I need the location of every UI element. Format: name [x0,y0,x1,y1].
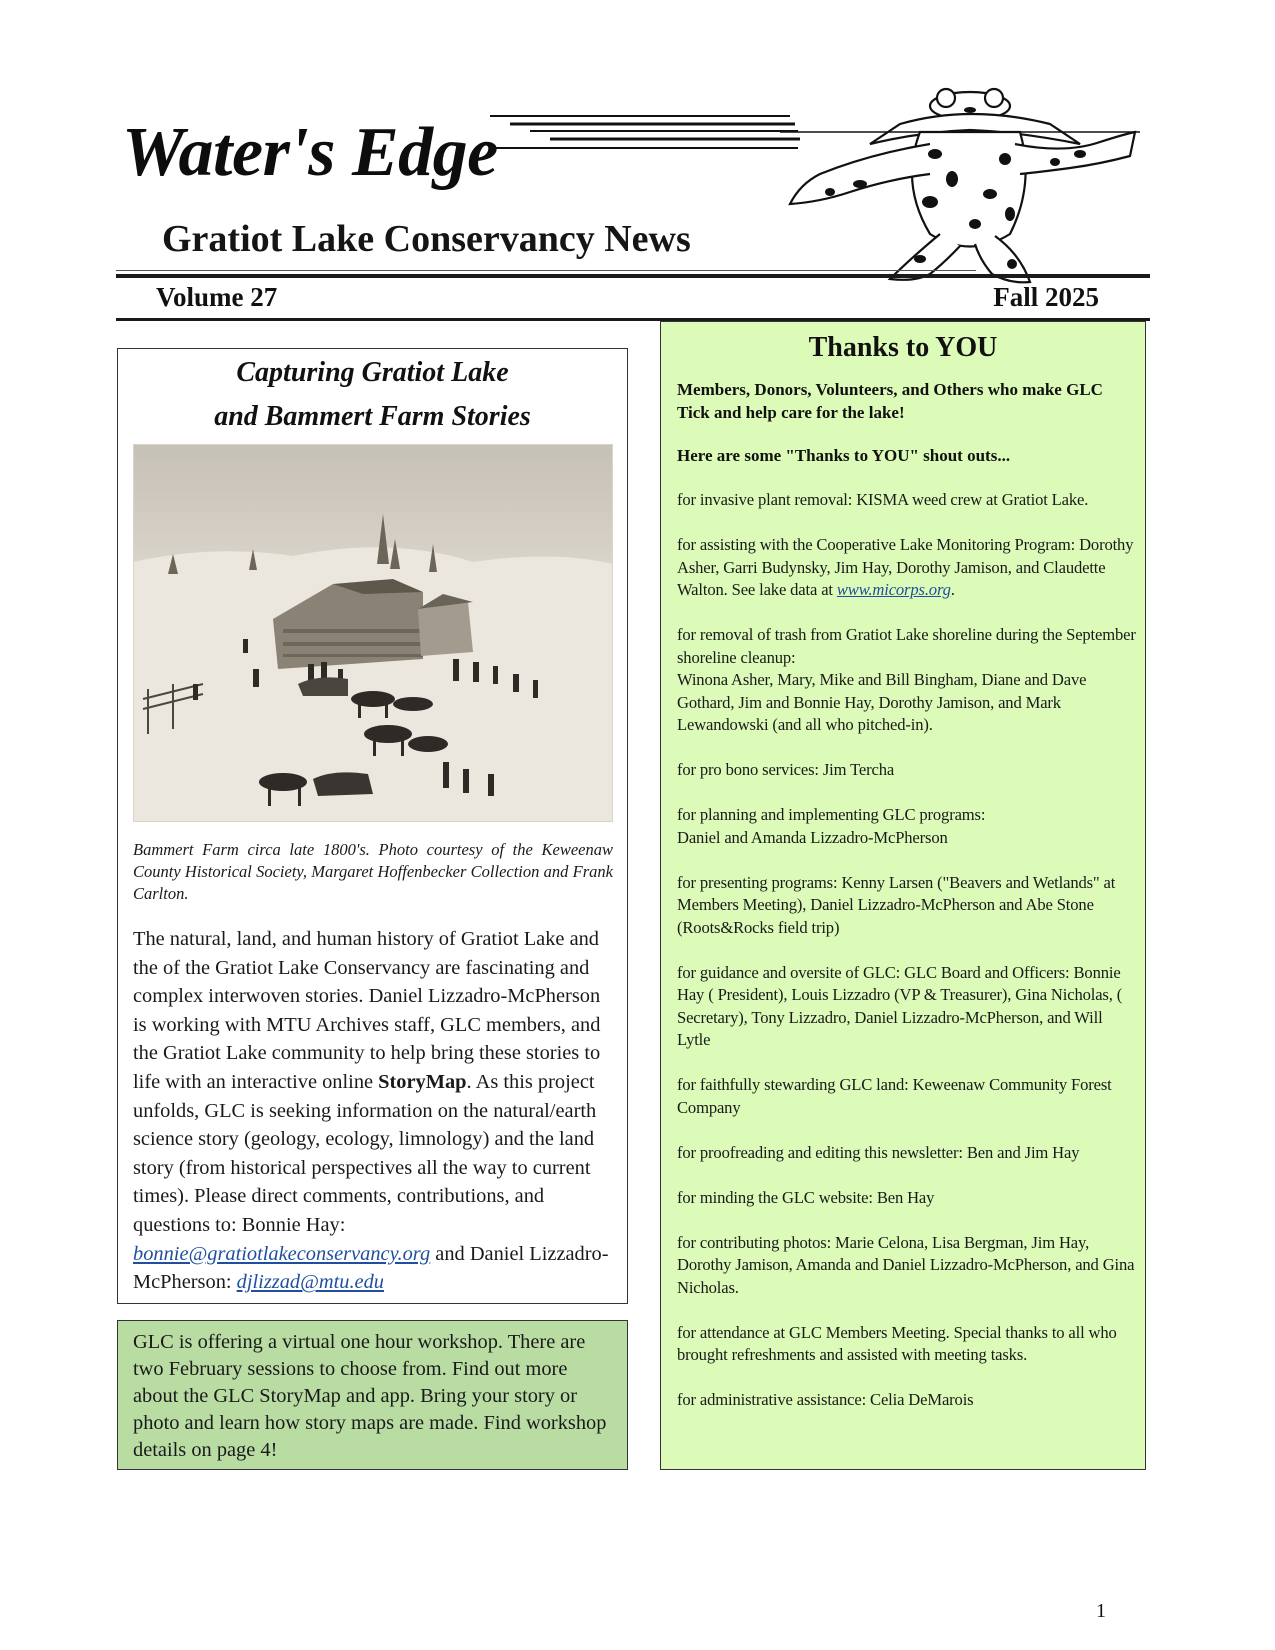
story-article [117,348,628,1304]
thanks-intro: Members, Donors, Volunteers, and Others who make GLC Tick and help care for the lake! [677,380,1103,422]
masthead-title: Water's Edge [122,114,498,191]
thanks-item-cleanup-heading: for removal of trash from Gratiot Lake shoreline during the September shoreline cleanup: [677,625,1136,667]
thanks-item-attendance: for attendance at GLC Members Meeting. Special thanks to all who brought refreshments and assisted with meeting tasks. [677,1322,1117,1364]
thanks-item-cleanup-names: Winona Asher, Mary, Mike and Bill Bingham, Diane and Dave Gothard, Jim and Bonnie Hay, Dorothy Jamison, and Mark Lewandowski (and all who pitched-in). [677,670,1087,734]
thanks-item-cleanup [677,624,1139,737]
story-body-part1: The natural, land, and human history of Gratiot Lake and the of the Gratiot Lake Conservancy are fascinating and complex interwoven stories. Daniel Lizzadro-McPherson is working with MTU Archives staff, GLC members, and the Gratiot Lake community to help bring these stories to life with an interactive online [133,928,601,1093]
volume-label: Volume 27 [156,282,278,312]
masthead-rule-top [116,274,1150,278]
decorative-lines [490,112,800,152]
story-body-part3: and Daniel Lizzadro-McPherson: [133,1242,609,1294]
story-body [133,925,617,1297]
thanks-panel [660,321,1146,1470]
thanks-list [677,489,1139,1434]
daniel-email-link[interactable]: djlizzad@mtu.edu [236,1271,384,1294]
thanks-subheading: Here are some "Thanks to YOU" shout outs... [677,446,1011,465]
season-label: Fall 2025 [993,282,1099,312]
workshop-text: GLC is offering a virtual one hour workshop. There are two February sessions to choose from. Find out more about the GLC StoryMap and app. Bring your story or photo and learn how story maps are made. Find workshop details on page 4! [133,1331,607,1461]
storymap-term: StoryMap [378,1070,467,1093]
masthead-subtitle: Gratiot Lake Conservancy News [162,218,691,260]
thanks-item-monitoring-end: . [950,580,955,599]
historical-farm-photo [133,444,613,822]
thanks-item-proofreading: for proofreading and editing this newsletter: Ben and Jim Hay [677,1142,1080,1162]
story-body-part2: . As this project unfolds, GLC is seeking information on the natural/earth science story (geology, ecology, limnology) and the land story (from historical perspectives all the way to current times). Please direct comments, contributions, and questions to: Bonnie Hay: [133,1070,597,1236]
frog-illustration [780,84,1140,284]
masthead-rule-thin [116,270,976,271]
thanks-item-presenting: for presenting programs: Kenny Larsen ("Beavers and Wetlands" at Members Meeting), Daniel Lizzadro-McPherson and Abe Stone (Roots&Rocks field trip) [677,872,1116,937]
bonnie-email-link[interactable]: bonnie@gratiotlakeconservancy.org [133,1242,431,1265]
thanks-item-invasive: for invasive plant removal: KISMA weed crew at Gratiot Lake. [677,490,1089,509]
story-title-line1: Capturing Gratiot Lake [236,357,509,388]
thanks-title: Thanks to YOU [808,332,998,363]
thanks-item-monitoring-text: for assisting with the Cooperative Lake Monitoring Program: Dorothy Asher, Garri Budynsky, Jim Hay, Dorothy Jamison, and Claudette Walton. See lake data at [677,535,1134,599]
thanks-item-programs-names: Daniel and Amanda Lizzadro-McPherson [677,827,948,847]
workshop-callout [117,1320,628,1470]
page-number: 1 [1096,1600,1106,1622]
thanks-item-guidance: for guidance and oversite of GLC: GLC Board and Officers: Bonnie Hay ( President), Louis Lizzadro (VP & Treasurer), Gina Nicholas, ( Secretary), Tony Lizzadro, Daniel Lizzadro-McPherson, and Will Lytle [677,962,1123,1049]
thanks-item-website: for minding the GLC website: Ben Hay [677,1187,935,1207]
thanks-item-monitoring [677,534,1139,602]
thanks-item-probono: for pro bono services: Jim Tercha [677,760,895,779]
thanks-item-programs-heading: for planning and implementing GLC programs: [677,805,986,824]
micorps-link[interactable]: www.micorps.org [836,580,951,599]
thanks-item-programs [677,804,1139,849]
thanks-item-stewarding: for faithfully stewarding GLC land: Keweenaw Community Forest Company [677,1075,1112,1117]
thanks-item-admin: for administrative assistance: Celia DeMarois [677,1390,974,1409]
story-title-line2: and Bammert Farm Stories [214,401,531,432]
thanks-item-photos: for contributing photos: Marie Celona, Lisa Bergman, Jim Hay, Dorothy Jamison, Amanda and Daniel Lizzadro-McPherson, and Gina Nicholas. [677,1232,1135,1297]
photo-caption: Bammert Farm circa late 1800's. Photo courtesy of the Keweenaw County Historical Society, Margaret Hoffenbecker Collection and Frank Carlton. [133,840,613,903]
